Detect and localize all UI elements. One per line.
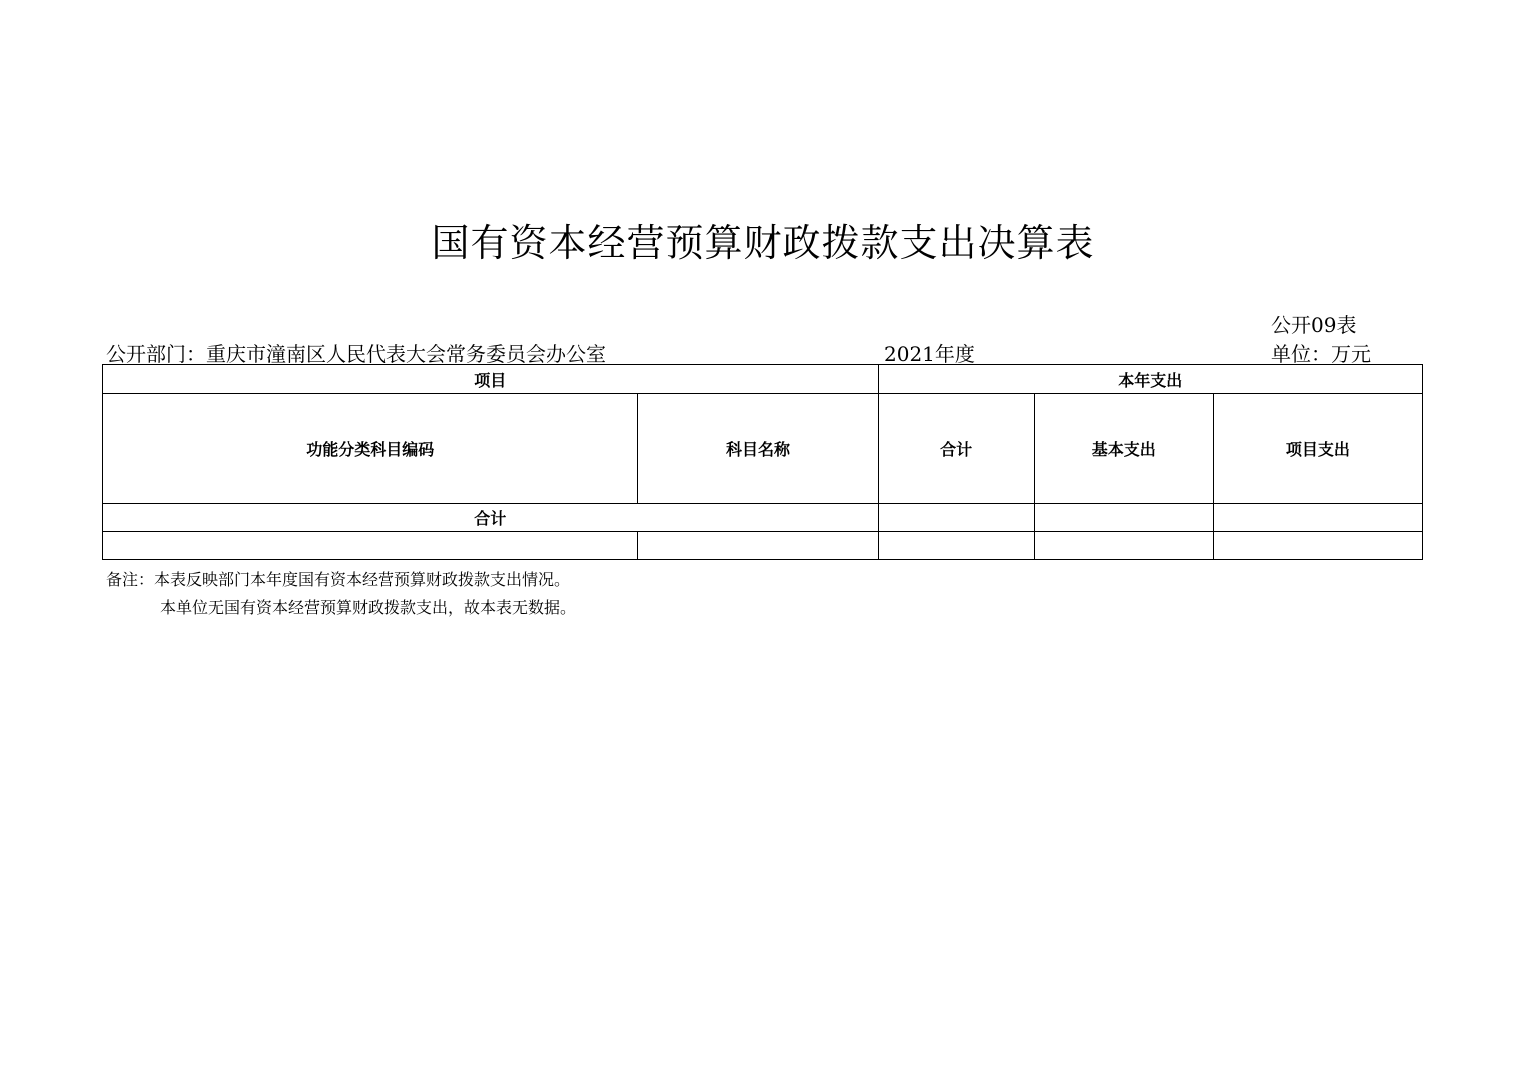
total-row <box>103 504 1423 532</box>
remark-line-1: 备注：本表反映部门本年度国有资本经营预算财政拨款支出情况。 <box>106 570 571 589</box>
table-cell <box>1034 532 1213 560</box>
fiscal-year: 2021年度 <box>884 342 975 366</box>
header-item: 项目 <box>103 365 879 394</box>
column-header-total: 合计 <box>878 394 1034 504</box>
total-cell <box>878 504 1034 532</box>
column-header-code: 功能分类科目编码 <box>103 394 638 504</box>
header-annual-expense: 本年支出 <box>878 365 1422 394</box>
table-cell <box>103 532 638 560</box>
table-cell <box>1213 532 1422 560</box>
column-header-basic: 基本支出 <box>1034 394 1213 504</box>
remark-line-2: 本单位无国有资本经营预算财政拨款支出，故本表无数据。 <box>160 598 577 617</box>
total-cell <box>1213 504 1422 532</box>
total-row-label: 合计 <box>103 504 879 532</box>
table-cell <box>638 532 878 560</box>
expense-table <box>102 364 1423 560</box>
table-cell <box>878 532 1034 560</box>
table-number: 公开09表 <box>1271 313 1357 337</box>
column-header-project: 项目支出 <box>1213 394 1422 504</box>
department-label: 公开部门：重庆市潼南区人民代表大会常务委员会办公室 <box>106 342 606 366</box>
unit-label: 单位：万元 <box>1271 342 1371 366</box>
total-cell <box>1034 504 1213 532</box>
column-header-name: 科目名称 <box>638 394 878 504</box>
header-column-row <box>103 394 1423 504</box>
page-title: 国有资本经营预算财政拨款支出决算表 <box>431 221 1095 265</box>
header-group-row <box>103 365 1423 394</box>
table-row <box>103 532 1423 560</box>
